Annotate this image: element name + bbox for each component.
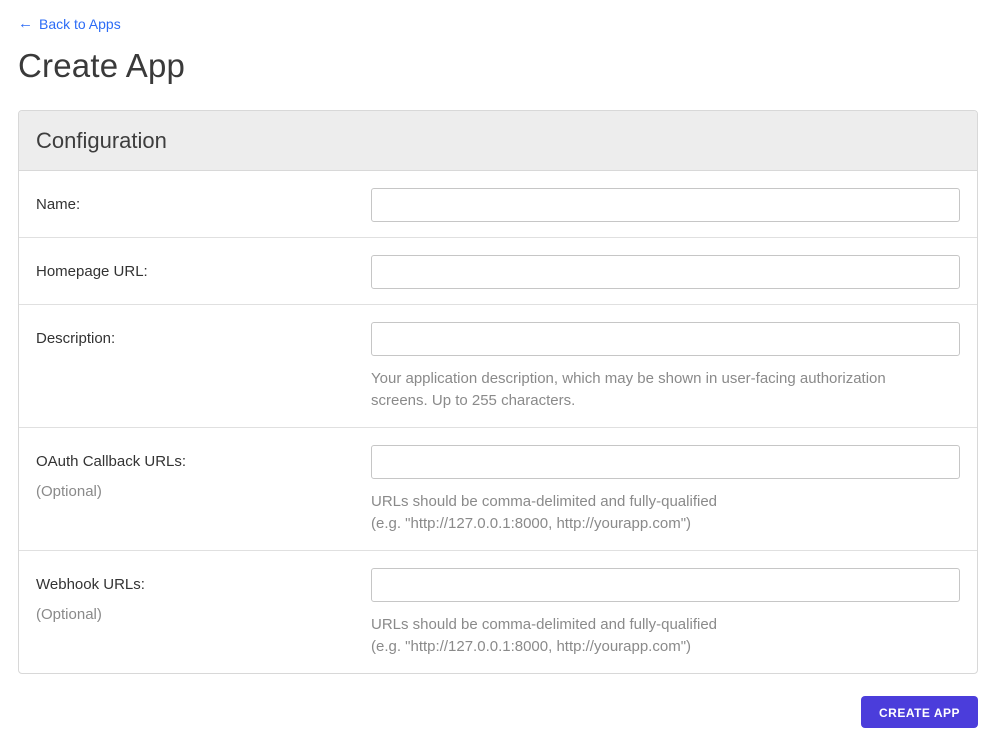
description-input[interactable]: [371, 322, 960, 356]
description-label-column: [36, 322, 371, 412]
help-line: (e.g. "http://127.0.0.1:8000, http://yourapp.com"): [371, 638, 692, 655]
configuration-panel: [18, 110, 978, 674]
oauth-callback-urls-label: OAuth Callback URLs:: [36, 453, 187, 470]
back-to-apps-link[interactable]: [18, 16, 121, 32]
webhook-urls-label-column: [36, 568, 371, 658]
panel-header: [19, 111, 977, 171]
oauth-callback-urls-field-column: [371, 445, 960, 535]
webhook-urls-field-column: [371, 568, 960, 658]
help-line: URLs should be comma-delimited and fully-qualified: [371, 616, 718, 633]
homepage-url-label-column: [36, 255, 371, 289]
oauth-callback-urls-optional-note: (Optional): [36, 483, 102, 500]
form-row-webhook-urls: [19, 551, 977, 673]
webhook-urls-label: Webhook URLs:: [36, 576, 145, 593]
homepage-url-field-column: [371, 255, 960, 289]
oauth-callback-urls-input[interactable]: [371, 445, 960, 479]
name-input[interactable]: [371, 188, 960, 222]
homepage-url-label: Homepage URL:: [36, 263, 148, 280]
oauth-callback-urls-help: [371, 491, 939, 535]
panel-header-title: Configuration: [36, 128, 167, 153]
help-line: URLs should be comma-delimited and fully-qualified: [371, 493, 718, 510]
form-actions: [18, 696, 978, 728]
webhook-urls-input[interactable]: [371, 568, 960, 602]
description-label: Description:: [36, 330, 116, 347]
form-row-homepage-url: [19, 238, 977, 305]
description-help: [371, 368, 939, 412]
homepage-url-input[interactable]: [371, 255, 960, 289]
form-row-oauth-callback-urls: [19, 428, 977, 551]
help-line: Your application description, which may be shown in user-facing authorization screens. Up to 255 characters.: [371, 370, 886, 409]
webhook-urls-optional-note: (Optional): [36, 606, 102, 623]
name-label: Name:: [36, 196, 81, 213]
webhook-urls-help: [371, 614, 939, 658]
description-field-column: [371, 322, 960, 412]
back-link-label: Back to Apps: [39, 16, 121, 32]
back-arrow-icon: ←: [18, 15, 33, 32]
name-label-column: [36, 188, 371, 222]
oauth-callback-urls-label-column: [36, 445, 371, 535]
create-app-button[interactable]: CREATE APP: [861, 696, 978, 728]
page-title: Create App: [18, 47, 186, 84]
name-field-column: [371, 188, 960, 222]
help-line: (e.g. "http://127.0.0.1:8000, http://yourapp.com"): [371, 515, 692, 532]
form-row-name: [19, 171, 977, 238]
form-row-description: [19, 305, 977, 428]
